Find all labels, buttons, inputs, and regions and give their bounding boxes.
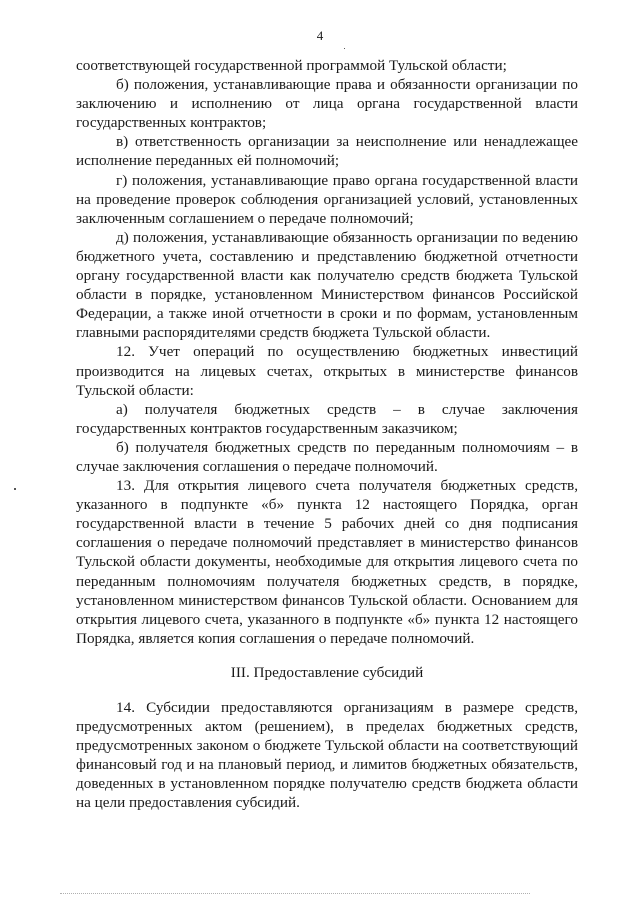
paragraph-clause-12-b: б) получателя бюджетных средств по переданным полномочиям – в случае заключения соглашения о передаче полномочий.	[76, 438, 578, 475]
paragraph-item-v: в) ответственность организации за неисполнение или ненадлежащее исполнение переданных ей полномочий;	[76, 133, 578, 170]
paragraph-clause-14: 14. Субсидии предоставляются организациям в размере средств, предусмотренных актом (решением), в пределах бюджетных средств, предусмотренных законом о бюджете Тульской области на соответствующий финансовый год и на плановый период, и лимитов бюджетных обязательств, доведенных в установленном порядке получателю средств бюджета области на цели предоставления субсидий.	[76, 699, 578, 812]
paragraph-item-g: г) положения, устанавливающие право органа государственной власти на проведение проверок соблюдения организацией условий, установленных заключенным соглашением о передаче полномочий;	[76, 171, 578, 227]
paragraph-clause-13: 13. Для открытия лицевого счета получателя бюджетных средств, указанного в подпункте «б» пункта 12 настоящего Порядка, орган государственной власти в течение 5 рабочих дней со дня подписания соглашения о передаче полномочий представляет в министерство финансов Тульской области документы, необходимые для открытия лицевого счета по переданным полномочиям получателя бюджетных средств, в порядке, установленном министерством финансов Тульской области. Основанием для открытия лицевого счета, указанного в подпункте «б» пункта 12 настоящего Порядка, является копия соглашения о передаче полномочий.	[76, 477, 578, 647]
document-body	[76, 56, 578, 813]
scan-artifact	[344, 48, 345, 49]
paragraph-continuation: соответствующей государственной программой Тульской области;	[76, 57, 507, 74]
page-number: 4	[316, 28, 324, 43]
scan-edge-artifact	[60, 893, 530, 895]
section-title: III. Предоставление субсидий	[230, 663, 424, 681]
paragraph-clause-12-a: а) получателя бюджетных средств – в случае заключения государственных контрактов государственным заказчиком;	[76, 400, 578, 437]
paragraph-item-d: д) положения, устанавливающие обязанность организации по ведению бюджетного учета, составлению и представлению бюджетной отчетности органу государственной власти как получателю средств бюджета Тульской области в порядке, установленном Министерством финансов Российской Федерации, а также иной отчетности в сроки и по формам, установленным главными распорядителями средств бюджета Тульской области.	[76, 228, 578, 342]
paragraph-clause-12: 12. Учет операций по осуществлению бюджетных инвестиций производится на лицевых счетах, открытых в министерстве финансов Тульской области:	[76, 343, 578, 399]
scan-artifact	[14, 488, 16, 490]
paragraph-item-b: б) положения, устанавливающие права и обязанности организации по заключению и исполнению от лица органа государственной власти государственных контрактов;	[76, 76, 578, 132]
